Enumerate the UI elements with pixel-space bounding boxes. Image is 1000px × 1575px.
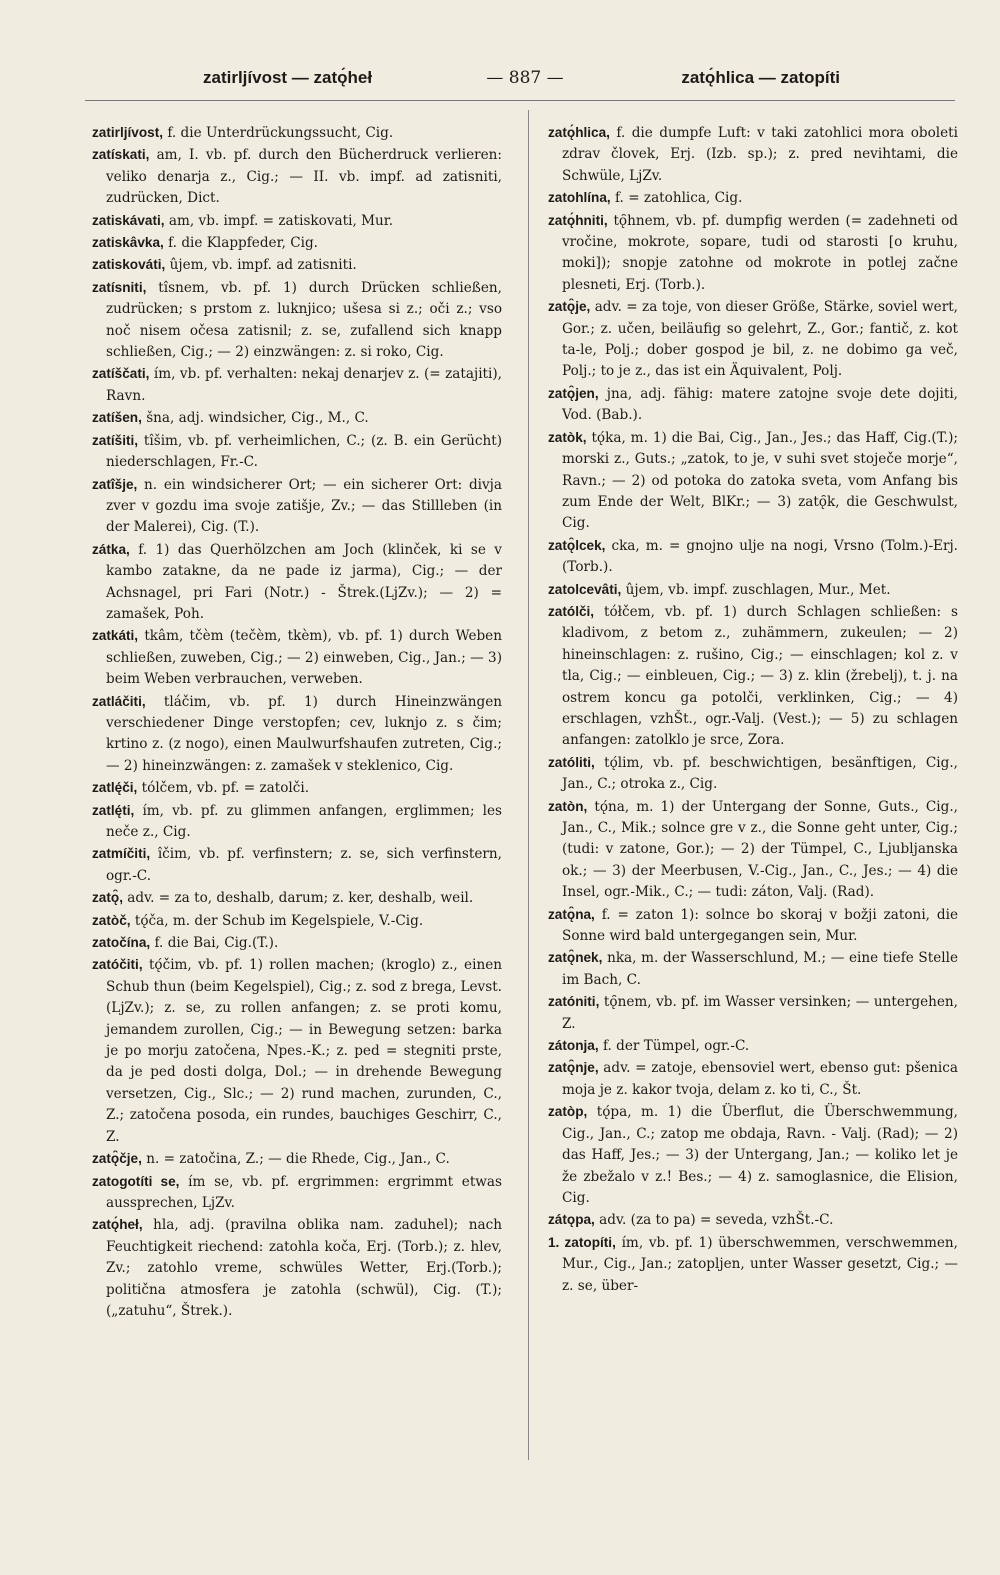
dictionary-entry: [548, 991, 958, 1035]
dictionary-entry: [548, 210, 958, 297]
dictionary-entry: [92, 910, 502, 932]
entry-headword: zatíščati,: [92, 366, 150, 382]
dictionary-entry: [548, 1232, 958, 1297]
dictionary-entry: [92, 954, 502, 1148]
entry-definition: šna, adj. windsicher, Cig., M., C.: [146, 410, 369, 427]
entry-definition: tîšim, vb. pf. verheimlichen, C.; (z. B. ein Gerücht) niederschlagen, Fr.-C.: [106, 432, 503, 471]
entry-headword: zatòč,: [92, 912, 131, 928]
entry-headword: zatočína,: [92, 935, 151, 951]
entry-headword: zatiskâvka,: [92, 235, 164, 251]
dictionary-entry: [92, 691, 502, 778]
entry-headword: zatîšje,: [92, 476, 138, 492]
entry-definition: ím, vb. pf. verhalten: nekaj denarjev z. (= zatajiti), Ravn.: [106, 366, 502, 404]
dictionary-entry: [548, 187, 958, 209]
entry-headword: zatogotíti se,: [92, 1173, 180, 1189]
entry-headword: zatóliti,: [548, 754, 595, 770]
entry-definition: tîsnem, vb. pf. 1) durch Drücken schließen, zudrücken; s prstom z. luknjico; ušesa si z.; oči z.; vso noč nisem očesa zatisnil; z. se, zufallend sich knapp schließen, Cig.; — 2) einzwängen: z. si roko, Cig.: [106, 279, 503, 361]
dictionary-entry: [92, 122, 502, 144]
dictionary-entry: [92, 932, 502, 954]
entry-definition: tółčem, vb. pf. 1) durch Schlagen schließen: s kladivom, z betom z., zuhämmern, zukeulen; — 2) hineinschlagen: z. rušino, Cig.; — einschlagen; kol z. v tla, Cig.; — einbleuen, Cig.; — 3) z. klin (žrebelj), t. j. na ostrem koncu ga potolči, verklinken, Cig.; — 4) erschlagen, vzhŠt., ogr.-Valj. (Vest.); — 5) zu schlagen anfangen: zatolklo je srce, Zora.: [562, 603, 959, 749]
entry-headword: zatiskávati,: [92, 212, 165, 228]
entry-definition: tǫ̑hnem, vb. pf. dumpfig werden (= zadehneti od vročine, mokrote, sopare, tudi od starosti [o kruhu, moki]); snopje zatohne od mokrote in potlej začne plesneti, Erj. (Torb.).: [562, 212, 958, 293]
entry-headword: zatòn,: [548, 798, 588, 814]
entry-headword: zatǫ́hniti,: [548, 212, 608, 228]
dictionary-entry: [548, 796, 958, 904]
column-divider: [528, 110, 529, 1460]
entry-headword: zatísniti,: [92, 279, 147, 295]
entry-definition: tkâm, tčèm (tečèm, tkèm), vb. pf. 1) durch Weben schließen, zuweben, Cig.; — 2) einweben, Cig., Jan.; — 3) beim Weben verbrauchen, verweben.: [106, 628, 502, 688]
left-column: [92, 122, 502, 1322]
entry-headword: zatǫ́hlica,: [548, 125, 610, 140]
header-left-guideword: zatirljívost — zatǫ́heł: [203, 68, 373, 87]
entry-definition: tláčim, vb. pf. 1) durch Hineinzwängen verschiedener Dinge verstopfen; cev, luknjo z. s čim; krtino z. (z nogo), einen Maulwurfshaufen zutreten, Cig.; — 2) hineinzwängen: z. zamašek v steklenico, Cig.: [106, 693, 502, 774]
dictionary-entry: [92, 843, 502, 887]
entry-headword: zatlę́či,: [92, 780, 138, 796]
entry-headword: zatǫ̑je,: [548, 299, 591, 315]
entry-definition: f. = zaton 1): solnce bo skoraj v božji zatoni, die Sonne wird bald untergegangen sein, Mur.: [562, 906, 958, 945]
dictionary-entry: [548, 1035, 958, 1057]
dictionary-entry: [92, 625, 502, 690]
entry-definition: tǫ́čim, vb. pf. 1) rollen machen; (kroglo) z., einen Schub thun (beim Kegelspiel), Cig.; z. sod z brega, Levst. (LjZv.); z. se, zu rollen anfangen; z. se proti komu, jemandem zurollen, Cig.; — in Bewegung setzen: barka je po morju zatočena, Npes.-K.; z. ped = stegniti prste, da je ped dosti dolga, Dol.; — in drehende Bewegung versetzen, Cig., Slc.; — 2) rund machen, zurunden, C., Z.; zatočena posoda, ein rundes, bauchiges Geschirr, C., Z.: [106, 957, 502, 1145]
dictionary-entry: [548, 1057, 958, 1101]
dictionary-entry: [92, 800, 502, 844]
entry-definition: tǫ́ča, m. der Schub im Kegelspiele, V.-Cig.: [134, 912, 424, 929]
entry-headword: zatǫ̑nek,: [548, 950, 603, 966]
entry-headword: zatòk,: [548, 429, 587, 445]
dictionary-entry: [548, 296, 958, 383]
entry-headword: zatískati,: [92, 147, 150, 163]
entry-definition: f. die Klappfeder, Cig.: [168, 235, 318, 252]
dictionary-entry: [548, 601, 958, 752]
entry-definition: ûjem, vb. impf. ad zatisniti.: [169, 257, 357, 274]
entry-headword: zatolcevâti,: [548, 581, 622, 597]
running-header: [0, 64, 1000, 94]
entry-definition: tǫ̑nem, vb. pf. im Wasser versinken; — untergehen, Z.: [562, 994, 958, 1032]
entry-headword: zatirljívost,: [92, 125, 164, 140]
entry-definition: n. ein windsicherer Ort; — ein sicherer Ort: divja zver v gozdu ima svoje zatišje, Zv.; — das Stillleben (in der Malerei), Cig. (T.).: [106, 476, 502, 536]
dictionary-entry: [92, 777, 502, 799]
entry-definition: tǫ́lim, vb. pf. beschwichtigen, besänftigen, Cig., Jan., C.; otroka z., Cig.: [562, 754, 958, 793]
entry-definition: nka, m. der Wasserschlund, M.; — eine tiefe Stelle im Bach, C.: [562, 950, 958, 988]
entry-headword: zatíšen,: [92, 410, 142, 426]
entry-headword: 1. zatopíti,: [548, 1234, 616, 1250]
dictionary-entry: [92, 430, 502, 474]
entry-definition: adv. = za to, deshalb, darum; z. ker, deshalb, weil.: [127, 890, 474, 907]
entry-definition: adv. = za toje, von dieser Größe, Stärke, soviel wert, Gor.; z. učen, beiläufig so gelehrt, Z., Gor.; fantič, z. kot ta-le, Polj.; dober gospod je bil, z. ne dobimo ga več, Polj.; to je z., das ist ein Äquivalent, Polj.: [562, 299, 958, 380]
header-rule: [85, 100, 955, 101]
entry-definition: f. die dumpfe Luft: v taki zatohlici mora oboleti zdrav človek, Erj. (Izb. sp.); z. pred nevihtami, die Schwüle, LjZv.: [562, 125, 958, 184]
entry-definition: îčim, vb. pf. verfinstern; z. se, sich verfinstern, ogr.-C.: [106, 846, 502, 884]
entry-definition: tǫ́ka, m. 1) die Bai, Cig., Jan., Jes.; das Haff, Cig.(T.); morski z., Guts.; „zatok, to je, v suhi svet stoječe morje“, Ravn.; — 2) od potoka do zatoka sveta, vom Anfang bis zum Ende der Welt, BlKr.; — 3) zatǫ̑k, die Geschwulst, Cig.: [562, 429, 958, 532]
entry-headword: zatólči,: [548, 603, 595, 619]
dictionary-entry: [92, 232, 502, 254]
dictionary-entry: [548, 947, 958, 991]
dictionary-entry: [548, 383, 958, 427]
entry-definition: ím se, vb. pf. ergrimmen: ergrimmt etwas aussprechen, LjZv.: [106, 1173, 502, 1211]
entry-definition: n. = zatočina, Z.; — die Rhede, Cig., Jan., C.: [146, 1151, 450, 1168]
entry-definition: am, I. vb. pf. durch den Bücherdruck verlieren: veliko denarja z., Cig.; — II. vb. impf. ad zatisniti, zudrücken, Dict.: [106, 147, 503, 207]
entry-headword: zatíšiti,: [92, 432, 139, 448]
entry-definition: adv. = zatoje, ebensoviel wert, ebenso gut: pšenica moja je z. kakor tvoja, delam z. ko ti, C., Št.: [562, 1060, 958, 1098]
dictionary-entry: [548, 535, 958, 579]
entry-headword: zatǫ̑,: [92, 890, 123, 906]
entry-headword: zatǫ̑lcek,: [548, 537, 606, 553]
entry-definition: ím, vb. pf. zu glimmen anfangen, erglimmen; les neče z., Cig.: [106, 802, 503, 840]
dictionary-entry: [92, 474, 502, 539]
entry-definition: am, vb. impf. = zatiskovati, Mur.: [168, 212, 394, 229]
entry-definition: jna, adj. fähig: matere zatojne svoje dete dojiti, Vod. (Bab.).: [562, 385, 958, 424]
entry-definition: f. 1) das Querhölzchen am Joch (klinček, ki se v kambo zatakne, da ne pade iz jarma), Cig.; — der Achsnagel, pri Fari (Notr.) - Štrek.(LjZv.); — 2) = zamašek, Poh.: [106, 541, 502, 622]
entry-definition: f. die Unterdrückungssucht, Cig.: [167, 125, 394, 141]
dictionary-entry: [92, 277, 502, 364]
dictionary-entry: [92, 210, 502, 232]
dictionary-entry: [92, 1214, 502, 1322]
entry-headword: zátonja,: [548, 1038, 599, 1054]
dictionary-entry: [548, 579, 958, 601]
entry-headword: zatóčiti,: [92, 957, 143, 973]
dictionary-entry: [92, 254, 502, 276]
entry-headword: zatǫ̑čje,: [92, 1151, 142, 1167]
entry-headword: zatǫ̑nje,: [548, 1060, 599, 1076]
dictionary-entry: [548, 1209, 958, 1231]
entry-headword: zátka,: [92, 541, 130, 557]
dictionary-entry: [92, 539, 502, 626]
page-number: — 887 —: [486, 68, 564, 88]
entry-headword: zatóniti,: [548, 994, 600, 1010]
entry-definition: ím, vb. pf. 1) überschwemmen, verschwemmen, Mur., Cig., Jan.; zatopljen, unter Wasser gesetzt, Cig.; — z. se, über-: [562, 1234, 958, 1294]
dictionary-entry: [92, 1148, 502, 1170]
entry-definition: tǫ́na, m. 1) der Untergang der Sonne, Guts., Cig., Jan., C., Mik.; solnce gre v z., die Sonne geht unter, Cig.; (tudi: v zatone, Gor.); — 2) der Tümpel, C., Ljubljanska ok.; — 3) der Meerbusen, V.-Cig., Jan., C., Jes.; — 4) die Insel, ogr.-Mik., C.; — tudi: záton, Valj. (Rad).: [562, 798, 958, 901]
dictionary-entry: [548, 904, 958, 948]
dictionary-entry: [92, 407, 502, 429]
dictionary-entry: [92, 363, 502, 407]
entry-headword: zatláčiti,: [92, 693, 146, 709]
entry-definition: f. = zatohlica, Cig.: [615, 190, 743, 207]
entry-definition: tólčem, vb. pf. = zatolči.: [141, 780, 310, 797]
entry-headword: zatlę́ti,: [92, 802, 135, 818]
right-column: [548, 122, 958, 1297]
entry-definition: cka, m. = gnojno ulje na nogi, Vrsno (Tolm.)-Erj.(Torb.).: [562, 537, 958, 576]
dictionary-entry: [548, 122, 958, 187]
header-right-guideword: zatǫ́hlica — zatopíti: [681, 68, 840, 87]
entry-definition: ûjem, vb. impf. zuschlagen, Mur., Met.: [625, 581, 891, 598]
dictionary-entry: [548, 1101, 958, 1209]
entry-definition: hla, adj. (pravilna oblika nam. zaduhel); nach Feuchtigkeit riechend: zatohla koča, Erj. (Torb.); z. hlev, Zv.; zatohlo vreme, schwüles Wetter, Erj.(Torb.); politična atmosfera je zatohla (schwül), Cig. (T.); („zatuhu“, Štrek.).: [106, 1217, 502, 1319]
entry-headword: zatǫ́heł,: [92, 1217, 143, 1233]
entry-headword: zatǫ̑jen,: [548, 385, 599, 401]
dictionary-entry: [92, 887, 502, 909]
entry-definition: tǫ́pa, m. 1) die Überflut, die Überschwemmung, Cig., Jan., C.; zatop me obdaja, Ravn. - Valj. (Rad); — 2) das Haff, Jes.; — 3) der Untergang, Jan.; — koliko let je že zbežalo v z.! Bes.; — 4) z. samoglasnice, die Elision, Cig.: [562, 1104, 958, 1206]
entry-headword: zatkáti,: [92, 628, 139, 644]
dictionary-entry: [92, 144, 502, 209]
entry-headword: zatòp,: [548, 1104, 588, 1120]
entry-definition: f. die Bai, Cig.(T.).: [154, 935, 279, 952]
entry-definition: adv. (za to pa) = seveda, vzhŠt.-C.: [599, 1212, 834, 1229]
dictionary-entry: [548, 427, 958, 535]
entry-headword: zátǫpa,: [548, 1212, 595, 1228]
entry-headword: zatǫ̑na,: [548, 906, 595, 922]
dictionary-entry: [548, 752, 958, 796]
entry-headword: zatohlína,: [548, 190, 611, 206]
entry-definition: f. der Tümpel, ogr.-C.: [602, 1038, 750, 1055]
entry-headword: zatmíčiti,: [92, 846, 151, 862]
entry-headword: zatiskováti,: [92, 257, 166, 273]
dictionary-entry: [92, 1171, 502, 1215]
